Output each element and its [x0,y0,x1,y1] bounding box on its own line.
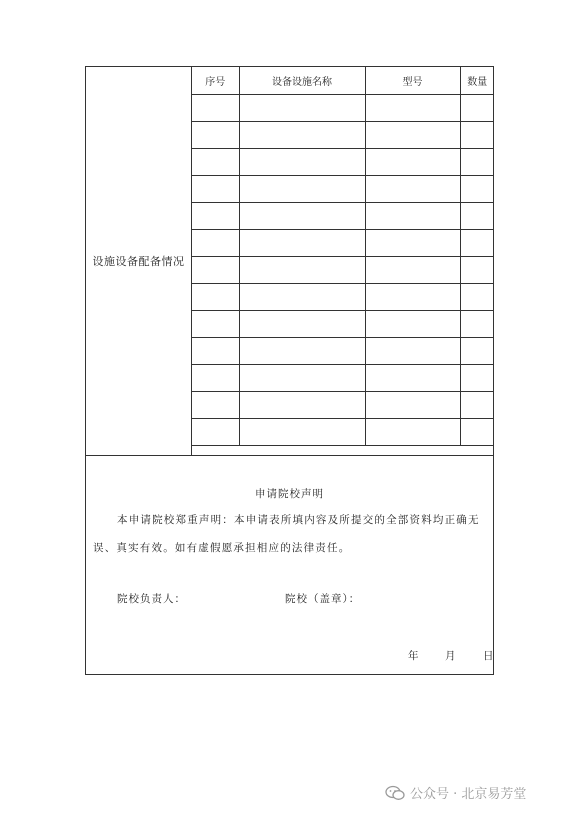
cell-model[interactable] [365,202,460,229]
cell-equipment-name[interactable] [239,418,365,445]
wechat-icon [385,785,405,801]
cell-equipment-name[interactable] [239,310,365,337]
table-header-row [192,67,494,94]
table-row [192,391,494,418]
cell-model[interactable] [365,391,460,418]
watermark [385,783,526,802]
cell-serial-number[interactable] [192,94,239,121]
cell-quantity[interactable] [460,337,494,364]
date-month-label: 月 [445,650,456,662]
cell-quantity[interactable] [460,229,494,256]
signer-label: 院校负责人： [117,593,186,605]
header-serial-number: 序号 [192,67,239,94]
cell-quantity[interactable] [460,418,494,445]
cell-model[interactable] [365,364,460,391]
table-row [192,256,494,283]
watermark-text: 公众号 · 北京易芳堂 [410,787,527,802]
cell-serial-number[interactable] [192,364,239,391]
cell-serial-number[interactable] [192,121,239,148]
cell-serial-number[interactable] [192,175,239,202]
table-row [192,283,494,310]
cell-equipment-name[interactable] [239,337,365,364]
cell-quantity[interactable] [460,391,494,418]
cell-model[interactable] [365,337,460,364]
table-row [192,202,494,229]
cell-equipment-name[interactable] [239,148,365,175]
application-form [85,66,494,675]
header-quantity: 数量 [460,67,494,94]
equipment-table [192,67,494,446]
table-row [192,175,494,202]
cell-model[interactable] [365,94,460,121]
table-row [192,310,494,337]
table-row [192,229,494,256]
cell-quantity[interactable] [460,202,494,229]
table-row [192,337,494,364]
cell-serial-number[interactable] [192,283,239,310]
table-row [192,94,494,121]
cell-equipment-name[interactable] [239,175,365,202]
cell-serial-number[interactable] [192,310,239,337]
cell-serial-number[interactable] [192,337,239,364]
header-equipment-name: 设备设施名称 [239,67,365,94]
cell-model[interactable] [365,256,460,283]
cell-quantity[interactable] [460,148,494,175]
cell-serial-number[interactable] [192,148,239,175]
cell-equipment-name[interactable] [239,121,365,148]
cell-quantity[interactable] [460,256,494,283]
date-year-label: 年 [408,650,419,662]
cell-model[interactable] [365,310,460,337]
cell-model[interactable] [365,418,460,445]
cell-serial-number[interactable] [192,202,239,229]
declaration-title: 申请院校声明 [255,488,324,500]
cell-model[interactable] [365,121,460,148]
cell-equipment-name[interactable] [239,202,365,229]
cell-equipment-name[interactable] [239,283,365,310]
cell-quantity[interactable] [460,175,494,202]
cell-equipment-name[interactable] [239,364,365,391]
table-row [192,418,494,445]
cell-model[interactable] [365,175,460,202]
table-row [192,148,494,175]
header-model: 型号 [365,67,460,94]
cell-equipment-name[interactable] [239,256,365,283]
declaration-section [86,455,493,674]
cell-model[interactable] [365,148,460,175]
equipment-section-label: 设施设备配备情况 [86,67,192,455]
cell-quantity[interactable] [460,121,494,148]
cell-quantity[interactable] [460,283,494,310]
table-row [192,364,494,391]
cell-model[interactable] [365,229,460,256]
cell-model[interactable] [365,283,460,310]
cell-serial-number[interactable] [192,418,239,445]
cell-equipment-name[interactable] [239,94,365,121]
cell-quantity[interactable] [460,94,494,121]
cell-quantity[interactable] [460,310,494,337]
cell-serial-number[interactable] [192,229,239,256]
cell-serial-number[interactable] [192,391,239,418]
seal-label: 院校（盖章）： [285,593,361,605]
date-day-label: 日 [483,650,494,662]
cell-equipment-name[interactable] [239,229,365,256]
cell-equipment-name[interactable] [239,391,365,418]
table-row [192,121,494,148]
cell-quantity[interactable] [460,364,494,391]
declaration-body: 本申请院校郑重声明：本申请表所填内容及所提交的全部资料均正确无误、真实有效。如有虚假愿承担相应的法律责任。 [93,514,480,554]
cell-serial-number[interactable] [192,256,239,283]
